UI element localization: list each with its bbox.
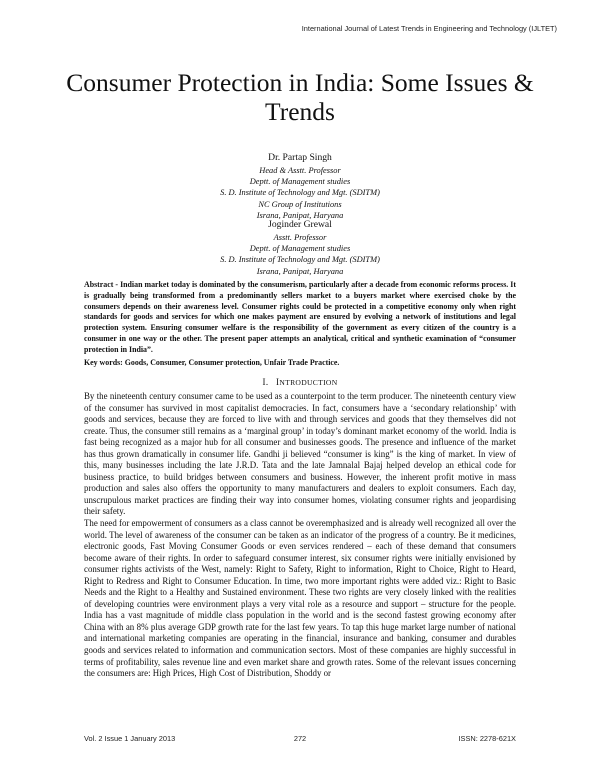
section-heading — [0, 377, 600, 387]
author-block-2 — [0, 218, 600, 277]
author-affiliation-line: NC Group of Institutions — [258, 199, 342, 209]
author-affiliation-line: Israna, Panipat, Haryana — [256, 266, 344, 276]
author-affiliation-line: Deptt. of Management studies — [249, 244, 351, 254]
keywords: Key words: Goods, Consumer, Consumer protection, Unfair Trade Practice. — [84, 358, 340, 367]
footer-issn: ISSN: 2278-621X — [458, 734, 516, 743]
author-affiliation-line: Asstt. Professor — [273, 233, 327, 242]
body-text — [84, 391, 516, 680]
author-affiliation-line: S. D. Institute of Technology and Mgt. (SDITM) — [220, 255, 380, 265]
journal-header: International Journal of Latest Trends in Engineering and Technology (IJLTET) — [301, 24, 557, 33]
author-affiliation-line: Head & Asstt. Professor — [259, 166, 341, 175]
paragraph: The need for empowerment of consumers as a class cannot be overemphasized and is already well recognized all over the world. The level of awareness of the consumer can be taken as an indicator of the progress of a country. Be it medicines, electronic goods, Fast Moving Consumer Goods or even services rendered – each of these demand that consumers become aware of their rights. In order to safeguard consumer interest, six consumer rights were initially envisioned by consumer rights activists of the West, namely: Right to Safety, Right to information, Right to Choice, Right to Heard, Right to Redress and Right to Consumer Education. In time, two more important rights were added viz.: Right to Basic Needs and the Right to a Healthy and Sustained environment. These two rights are very closely linked with the realities of developing countries were environment plays a very vital role as a resource and support – structure for the people. India has a vast magnitude of middle class population in the world and is the second fastest growing economy after China with an 8% plus average GDP growth rate for the last few years. To tap this huge market large number of national and international marketing companies are operating in the financial, insurance and banking, consumer and durables goods and services related to information and communication sectors. Most of these companies are highly successful in terms of profitability, sales revenue line and even market share and growth rates. Some of the relevant issues concerning the consumers are: High Prices, High Cost of Distribution, Shoddy or — [84, 518, 516, 679]
footer-page-number: 272 — [293, 734, 307, 743]
footer-volume: Vol. 2 Issue 1 January 2013 — [84, 734, 176, 743]
author-name: Joginder Grewal — [268, 219, 332, 230]
abstract: Abstract - Indian market today is dominated by the consumerism, particularly after a decade from economic reforms process. It is gradually being transformed from a predominantly sellers market to a buyers market where exercised choke by the consumers depends on their awareness level. Consumer rights could be protected in a competitive economy only when right standards for goods and services for which one makes payment are ensured by evolving a network of institutions and legal protection system. Ensuring consumer welfare is the responsibility of the government as every citizen of the country is a consumer in one way or the other. The present paper attempts an analytical, critical and synthetic examination of “consumer protection in India”. — [84, 280, 516, 354]
page-footer — [84, 734, 516, 746]
author-affiliation-line: Israna, Panipat, Haryana — [256, 210, 344, 220]
paper-title: Consumer Protection in India: Some Issues & Trends — [66, 68, 534, 126]
author-name: Dr. Partap Singh — [268, 152, 332, 163]
author-affiliation-line: Deptt. of Management studies — [249, 177, 351, 187]
author-block-1 — [0, 151, 600, 221]
section-title-initial: I — [276, 377, 280, 387]
author-affiliation-line: S. D. Institute of Technology and Mgt. (SDITM) — [220, 188, 380, 198]
section-title-rest: NTRODUCTION — [279, 378, 338, 387]
paragraph: By the nineteenth century consumer came to be used as a counterpoint to the term producer. The nineteenth century view of the consumer has survived in most capitalist democracies. In fact, consumers have a ‘secondary relationship’ with goods and services, because they are forced to live with and through services and goods that they themselves did not create. Thus, the consumer still remains as a ‘marginal group’ in today’s dominant market economy of the world. India is fast being recognized as a major hub for all consumer and businesses goods. The presence and influence of the market has thus grown dramatically in consumer life. Gandhi ji believed “consumer is king” is the king of market. In view of this, many businesses including the late J.R.D. Tata and the late Jamnalal Bajaj helped develop an ethical code for business practice, to build bridges between consumers and business. However, the inherent profit motive in mass production and sales also offers the opportunity to many manufacturers and dealers to exploit consumers. Each day, unscrupulous market practices are finding their way into consumer homes, violating consumer rights and jeopardising their safety. — [84, 391, 516, 517]
section-number: I. — [262, 377, 269, 387]
